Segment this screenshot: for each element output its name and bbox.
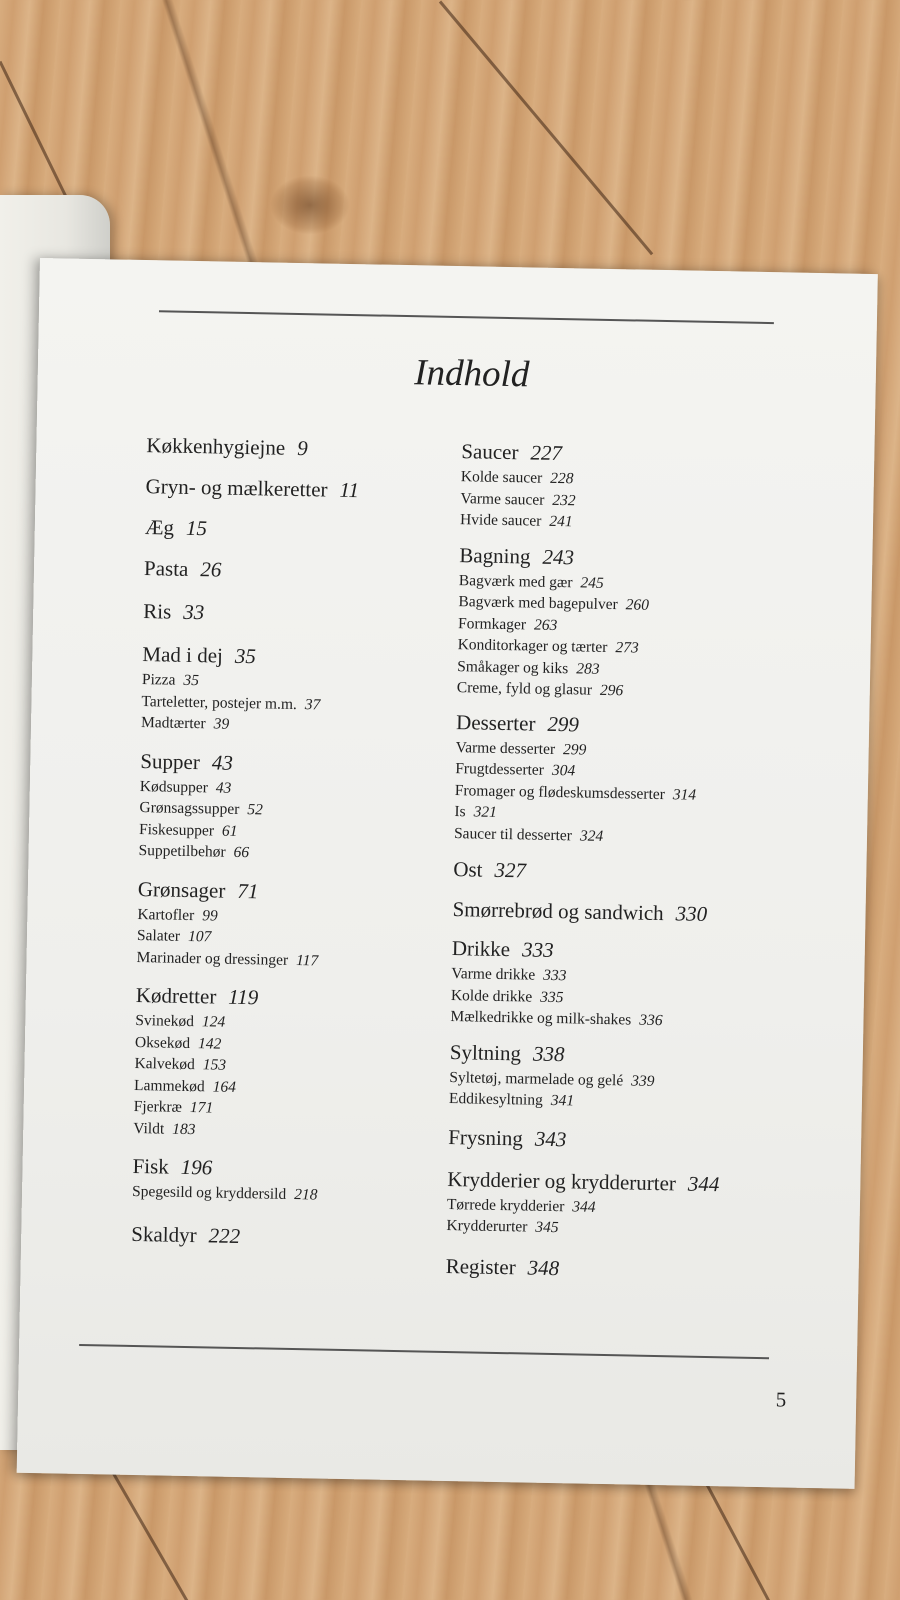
- toc-subentry-page: 273: [615, 639, 639, 657]
- toc-subentry-page: 263: [533, 616, 558, 634]
- toc-chapter-page: 344: [687, 1171, 720, 1196]
- toc-chapter: [143, 596, 484, 633]
- toc-chapter-page: 343: [534, 1126, 567, 1151]
- toc-chapter-page: 119: [228, 984, 259, 1010]
- toc-subentry-title: Marinader og dressinger: [136, 948, 289, 969]
- toc-subentry-page: 304: [551, 761, 576, 780]
- floor-seam: [439, 1, 653, 256]
- toc-subentry-page: 37: [304, 695, 321, 713]
- toc-chapter: [145, 471, 486, 508]
- toc-section: [138, 746, 480, 869]
- bottom-rule: [79, 1344, 769, 1359]
- toc-chapter-title: Frysning: [447, 1124, 524, 1150]
- toc-chapter: [131, 1218, 472, 1255]
- toc-subentry-title: Oksekød: [134, 1033, 191, 1052]
- toc-subentry-title: Salater: [136, 926, 181, 945]
- toc-subentry-page: 99: [202, 906, 218, 925]
- toc-subentry-page: 232: [552, 491, 576, 509]
- toc-subentry-title: Varme drikke: [451, 965, 536, 984]
- toc-chapter-page: 348: [527, 1255, 560, 1280]
- toc-subentry-title: Fromager og flødeskumsdesserter: [454, 781, 666, 803]
- toc-subentry-page: 61: [221, 822, 238, 840]
- toc-subentry-page: 218: [294, 1186, 318, 1204]
- toc-chapter-title: Ost: [453, 857, 483, 882]
- toc-section: [145, 512, 486, 549]
- toc-subentry-title: Konditorkager og tærter: [457, 636, 608, 656]
- toc-subentry-title: Bagværk med bagepulver: [458, 593, 618, 614]
- toc-section: [145, 471, 486, 508]
- toc-subentry-page: 314: [672, 785, 697, 804]
- toc-chapter-page: 11: [339, 477, 360, 503]
- toc-chapter-title: Pasta: [143, 556, 189, 581]
- toc-section: [132, 1151, 473, 1209]
- toc-subentry-page: 339: [631, 1072, 655, 1090]
- toc-chapter-title: Register: [445, 1253, 516, 1279]
- toc-section: [144, 553, 485, 590]
- toc-chapter: [144, 553, 485, 590]
- toc-section: [445, 1250, 846, 1288]
- toc-section: [131, 1218, 472, 1255]
- toc-subentry-page: 245: [580, 573, 604, 592]
- toc-subentry-page: 171: [189, 1099, 214, 1117]
- toc-chapter-page: 243: [542, 544, 575, 569]
- toc-chapter-title: Kødretter: [135, 982, 217, 1009]
- toc-left-column: [131, 420, 487, 1255]
- toc-chapter-page: 196: [180, 1154, 213, 1180]
- toc-subentry-title: Varme saucer: [460, 489, 545, 509]
- toc-chapter: [448, 1122, 849, 1160]
- toc-chapter-page: 35: [234, 643, 257, 669]
- toc-chapter: [453, 854, 854, 892]
- toc-subentry-page: 228: [550, 469, 574, 488]
- toc-subentry-page: 324: [579, 826, 604, 845]
- toc-chapter-title: Gryn- og mælkeretter: [145, 474, 328, 502]
- toc-subentry-page: 107: [187, 927, 212, 946]
- toc-chapter-title: Smørrebrød og sandwich: [452, 897, 664, 926]
- toc-subentry-page: 335: [540, 988, 564, 1006]
- toc-chapter-title: Drikke: [451, 936, 511, 962]
- toc-section: [457, 540, 860, 707]
- page-title: Indhold: [413, 352, 530, 396]
- toc-chapter-title: Bagning: [459, 542, 531, 568]
- toc-section: [446, 1163, 847, 1244]
- toc-subentry-page: 241: [549, 512, 573, 531]
- toc-subentry-title: Hvide saucer: [459, 511, 542, 530]
- toc-subentry-page: 344: [572, 1197, 596, 1216]
- toc-section: [460, 436, 862, 538]
- toc-subentry-title: Grønsagssupper: [139, 799, 240, 818]
- toc-chapter-page: 15: [185, 515, 208, 541]
- toc-subentry-title: Suppetilbehør: [138, 842, 226, 861]
- toc-chapter-title: Fisk: [132, 1153, 169, 1179]
- toc-subentry-page: 35: [183, 671, 200, 690]
- toc-subentry-title: Pizza: [141, 671, 176, 689]
- toc-subentry-page: 124: [201, 1013, 226, 1031]
- toc-subentry-title: Creme, fyld og glasur: [456, 679, 593, 699]
- toc-subentry-title: Kolde saucer: [460, 468, 543, 487]
- toc-subentry-title: Madtærter: [140, 714, 206, 733]
- toc-subentry-title: Varme desserter: [455, 738, 556, 758]
- toc-subentry-page: 117: [295, 951, 319, 969]
- toc-chapter-page: 338: [532, 1041, 565, 1066]
- toc-subentry-title: Fiskesupper: [138, 820, 215, 839]
- toc-chapter-page: 71: [237, 878, 259, 903]
- toc-chapter-page: 43: [211, 749, 234, 775]
- toc-chapter-page: 330: [675, 901, 708, 926]
- toc-chapter-page: 327: [494, 857, 527, 883]
- toc-subentry-page: 142: [197, 1034, 222, 1053]
- toc-subentry-title: Formkager: [457, 614, 527, 633]
- toc-chapter-page: 222: [208, 1222, 241, 1248]
- toc-chapter-title: Æg: [144, 515, 175, 540]
- toc-subentry-title: Frugtdesserter: [455, 760, 545, 779]
- toc-subentry-title: Is: [454, 803, 466, 821]
- toc-chapter: [445, 1250, 846, 1288]
- toc-chapter-page: 299: [547, 711, 580, 736]
- toc-subentry-page: 283: [576, 659, 600, 678]
- toc-section: [449, 1037, 850, 1118]
- toc-chapter-title: Ris: [143, 599, 172, 624]
- toc-subentry-page: 336: [639, 1011, 663, 1030]
- toc-section: [454, 707, 857, 852]
- toc-subentry-title: Tarteletter, postejer m.m.: [141, 692, 298, 713]
- toc-chapter-page: 33: [183, 599, 205, 625]
- toc-subentry-title: Småkager og kiks: [457, 657, 569, 677]
- toc-subentry-page: 341: [550, 1091, 575, 1110]
- toc-subentry-title: Syltetøj, marmelade og gelé: [449, 1068, 624, 1089]
- toc-chapter-title: Syltning: [449, 1039, 522, 1065]
- toc-chapter: [145, 512, 486, 549]
- toc-section: [448, 1122, 849, 1160]
- toc-subentry-title: Svinekød: [135, 1011, 195, 1031]
- toc-chapter: [452, 894, 853, 932]
- toc-section: [141, 639, 483, 740]
- toc-subentry-title: Kødsupper: [139, 777, 209, 796]
- toc-chapter-title: Grønsager: [137, 876, 226, 903]
- toc-subentry-page: 164: [212, 1077, 237, 1096]
- wood-knot: [270, 175, 350, 235]
- toc-subentry-title: Vildt: [133, 1119, 165, 1138]
- toc-subentry-title: Krydderurter: [446, 1216, 528, 1236]
- toc-subentry-page: 333: [543, 966, 567, 985]
- toc-subentry-title: Mælkedrikke og milk-shakes: [450, 1008, 632, 1029]
- toc-subentry-title: Eddikesyltning: [448, 1090, 543, 1109]
- page-number: 5: [775, 1387, 787, 1412]
- toc-subentry-page: 296: [599, 681, 624, 700]
- toc-section: [146, 430, 487, 467]
- toc-chapter-title: Mad i dej: [142, 642, 224, 668]
- top-rule: [159, 310, 774, 323]
- toc-chapter-title: Køkkenhygiejne: [146, 433, 286, 460]
- toc-subentry-page: 52: [247, 801, 263, 819]
- toc-subentry-title: Saucer til desserter: [453, 824, 573, 844]
- toc-section: [450, 933, 852, 1035]
- toc-subentry-page: 345: [535, 1218, 559, 1237]
- toc-section: [136, 873, 478, 974]
- toc-subentry-page: 153: [202, 1056, 227, 1074]
- toc-chapter-title: Skaldyr: [131, 1221, 197, 1247]
- toc-subentry-title: Kalvekød: [134, 1054, 195, 1074]
- toc-subentry-title: Fjerkræ: [133, 1097, 183, 1116]
- toc-chapter-page: 26: [200, 557, 222, 582]
- toc-right-column: [445, 426, 861, 1288]
- toc-chapter-title: Supper: [140, 748, 201, 774]
- toc-subentry-title: Lammekød: [133, 1076, 205, 1095]
- toc-chapter-title: Saucer: [461, 439, 519, 465]
- toc-section: [143, 596, 484, 633]
- floor-seam: [699, 1471, 777, 1600]
- toc-chapter-title: Krydderier og krydderurter: [447, 1166, 677, 1195]
- toc-subentry-page: 39: [213, 715, 230, 733]
- toc-chapter-title: Desserter: [455, 709, 536, 736]
- toc-subentry-title: Spegesild og kryddersild: [131, 1182, 287, 1203]
- toc-subentry-page: 299: [562, 740, 587, 759]
- toc-subentry-title: Kartofler: [137, 905, 195, 924]
- toc-section: [133, 980, 476, 1145]
- toc-chapter-page: 9: [296, 435, 308, 461]
- toc-chapter: [146, 430, 487, 467]
- toc-subentry-page: 66: [233, 843, 250, 862]
- toc-subentry-title: Kolde drikke: [450, 986, 533, 1006]
- toc-chapter-page: 333: [521, 937, 554, 962]
- toc-subentry-page: 43: [215, 778, 232, 797]
- toc-subentry-page: 183: [172, 1120, 196, 1138]
- toc-section: [452, 894, 853, 932]
- toc-subentry-page: 321: [473, 803, 498, 821]
- toc-subentry-title: Bagværk med gær: [458, 571, 573, 591]
- toc-section: [453, 854, 854, 892]
- toc-subentry-page: 260: [625, 596, 650, 614]
- toc-subentry-title: Tørrede krydderier: [446, 1195, 565, 1215]
- book-page: [17, 258, 878, 1489]
- toc-chapter-page: 227: [530, 440, 563, 466]
